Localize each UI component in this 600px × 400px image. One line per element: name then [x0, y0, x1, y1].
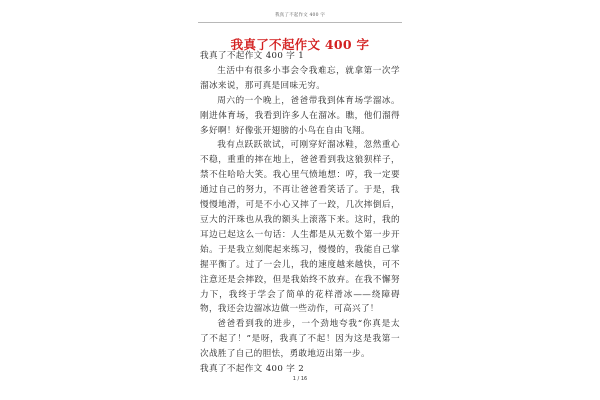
paragraph: 我有点跃跃欲试，可刚穿好溜冰鞋，忽然重心不稳，重重的摔在地上，爸爸看到我这狼狈样子，禁不住哈哈大笑。我心里气愤地想：哼，我一定要通过自己的努力，不再让爸爸看笑话了。于是，我慢慢地滑，可是不小心又摔了一跤，几次摔倒后，豆大的汗珠也从我的额头上滚落下来。这时，我的耳边已起这么一句话：人生都是从无数个第一步开始。于是我立刻爬起来练习，慢慢的，我能自己掌握平衡了。过了一会儿，我的速度越来越快，可不注意还是会摔跤，但是我始终不放弃。在我不懈努力下，我终于学会了简单的花样滑冰——绕障碍物，我还会边溜冰边做一些动作，可高兴了！: [200, 140, 400, 315]
paragraph: 生活中有很多小事会令我难忘，就拿第一次学溜冰来说，那可真是回味无穷。: [200, 65, 400, 91]
page-number: 1 / 16: [292, 376, 308, 382]
section-heading: 我真了不起作文 400 字 2: [200, 364, 305, 375]
document-title: 我真了不起作文 400 字: [230, 37, 370, 52]
document-body: [200, 49, 400, 377]
section-heading: 我真了不起作文 400 字 1: [200, 51, 305, 61]
header-divider: [198, 22, 402, 23]
running-header: 我真了不起作文 400 字: [274, 13, 326, 18]
paragraph: 爸爸看到我的进步，一个劲地夸我“你真是太了不起了！”是呀，我真了不起！因为这是我第一次战胜了自己的胆怯，勇敢地迈出第一步。: [200, 319, 400, 360]
paragraph: 周六的一个晚上，爸爸带我到体育场学溜冰。刚进体育场，我看到许多人在溜冰。瞧，他们溜得多好啊！好像张开翅膀的小鸟在自由飞翔。: [200, 95, 400, 136]
